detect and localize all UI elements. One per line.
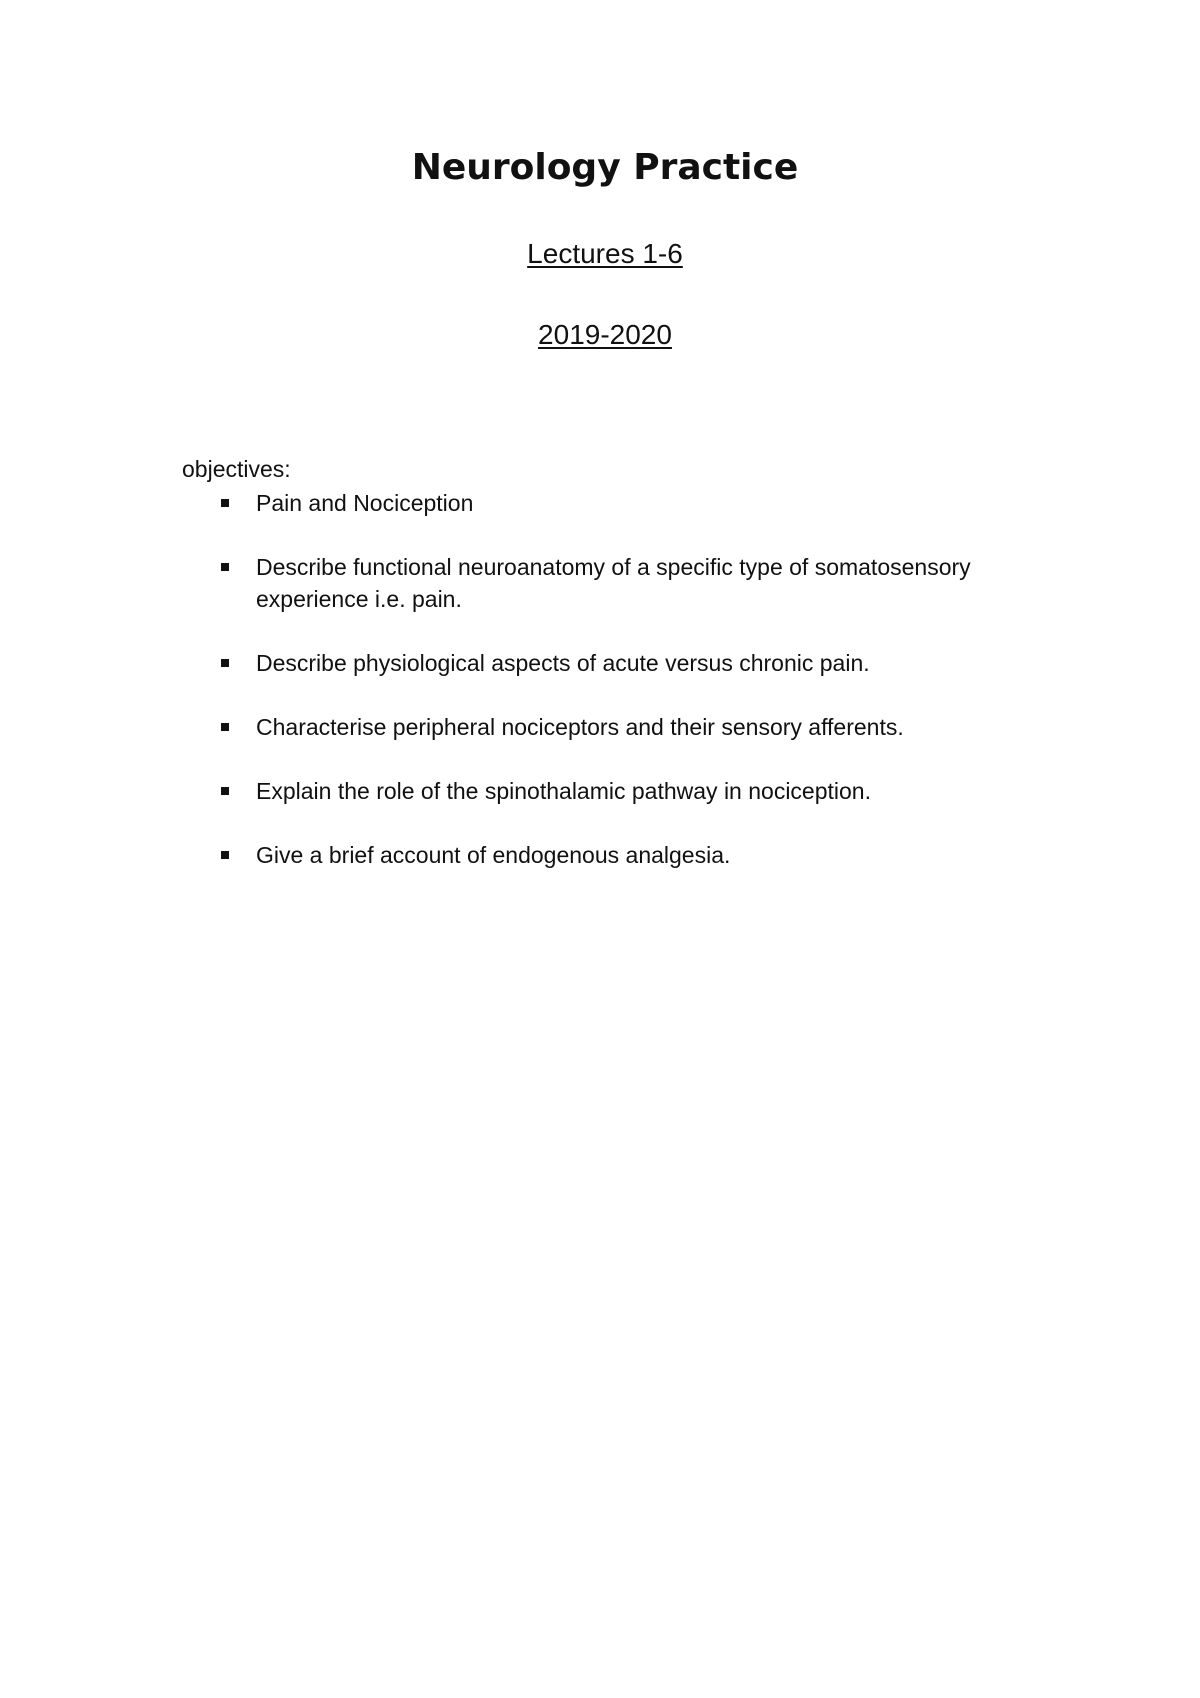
objective-text: Pain and Nociception bbox=[256, 490, 474, 516]
square-bullet-icon bbox=[221, 499, 229, 507]
objective-text: Give a brief account of endogenous analgesia. bbox=[256, 842, 731, 868]
square-bullet-icon bbox=[221, 851, 229, 859]
square-bullet-icon bbox=[221, 563, 229, 571]
year-subtitle: 2019-2020 bbox=[538, 319, 672, 350]
objective-item bbox=[217, 711, 1047, 743]
objective-text: Describe physiological aspects of acute versus chronic pain. bbox=[256, 650, 870, 676]
square-bullet-icon bbox=[221, 659, 229, 667]
objective-text: Explain the role of the spinothalamic pathway in nociception. bbox=[256, 778, 871, 804]
objective-item bbox=[217, 839, 1047, 871]
objective-item bbox=[217, 775, 1047, 807]
square-bullet-icon bbox=[221, 787, 229, 795]
objective-item bbox=[217, 647, 1047, 679]
objective-item bbox=[217, 551, 1047, 615]
objective-text: Describe functional neuroanatomy of a specific type of somatosensory experience i.e. pain. bbox=[256, 554, 971, 612]
objectives-label: objectives: bbox=[182, 456, 291, 482]
square-bullet-icon bbox=[221, 723, 229, 731]
objective-text: Characterise peripheral nociceptors and their sensory afferents. bbox=[256, 714, 904, 740]
objective-item bbox=[217, 487, 1047, 519]
lectures-subtitle: Lectures 1-6 bbox=[527, 238, 683, 269]
page-title: Neurology Practice bbox=[411, 147, 799, 188]
